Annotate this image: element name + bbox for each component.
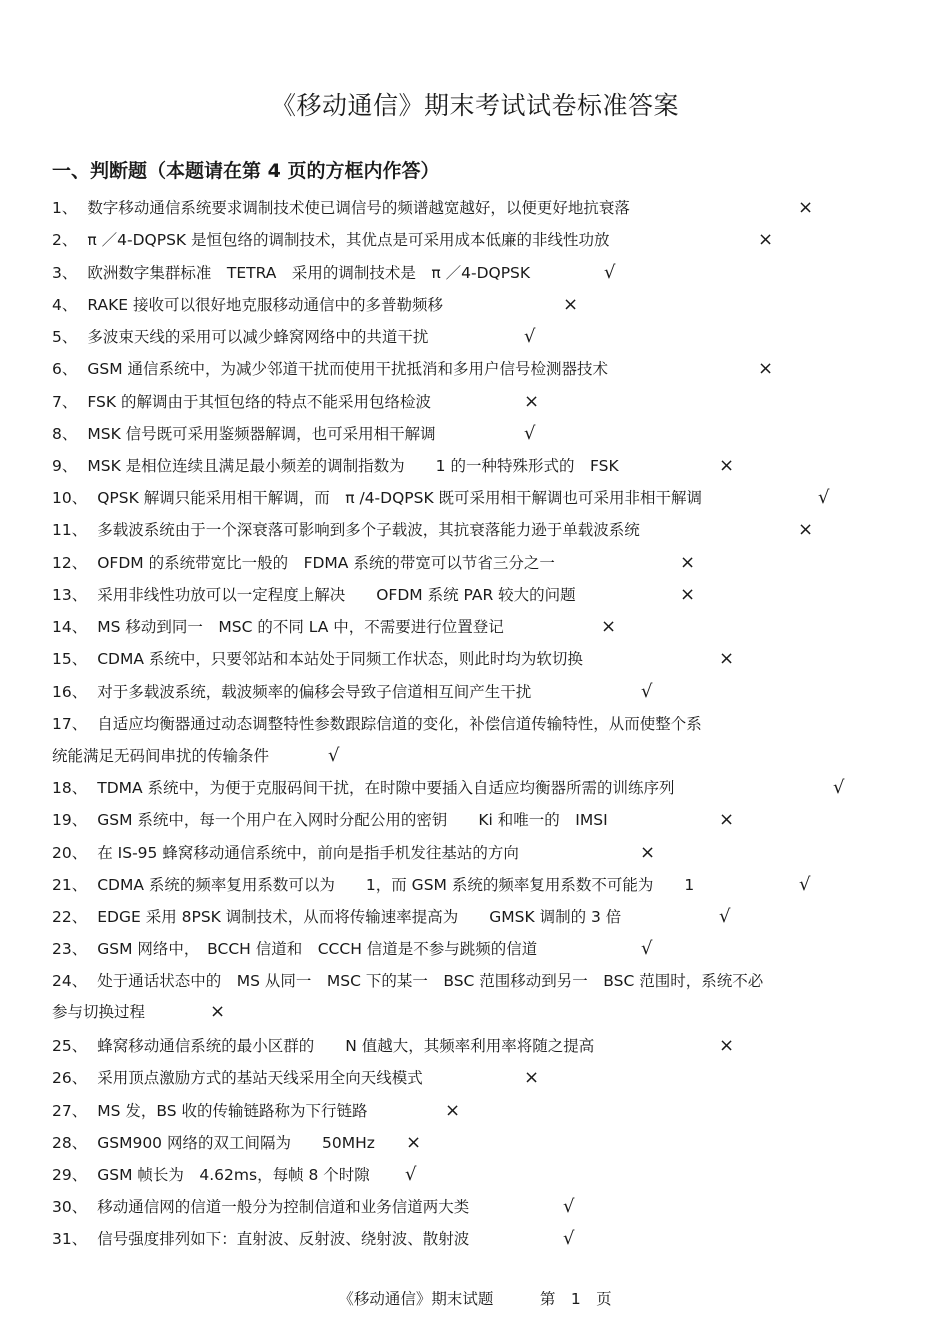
question-text: FSK 的解调由于其恒包络的特点不能采用包络检波 (87, 393, 431, 411)
question-number: 15、 (52, 650, 88, 668)
answer-true-mark: √ (641, 938, 653, 959)
question-number: 5、 (52, 328, 78, 346)
question-number: 6、 (52, 360, 78, 378)
answer-false-mark: × (680, 552, 696, 573)
question-text: QPSK 解调只能采用相干解调，而 π /4-DQPSK 既可采用相干解调也可采用非相干解调 (97, 489, 703, 507)
question-text: OFDM 的系统带宽比一般的 FDMA 系统的带宽可以节省三分之一 (97, 554, 555, 572)
question-item (52, 874, 694, 896)
question-number: 26、 (52, 1069, 88, 1087)
question-number: 24、 (52, 972, 88, 990)
question-number: 21、 (52, 876, 88, 894)
question-item (52, 391, 431, 413)
answer-false-mark: × (524, 391, 540, 412)
question-number: 22、 (52, 908, 88, 926)
question-item (52, 648, 583, 670)
question-item (52, 584, 576, 606)
question-item (52, 1100, 368, 1122)
answer-false-mark: × (601, 616, 617, 637)
question-text: 处于通话状态中的 MS 从同一 MSC 下的某一 BSC 范围移动到另一 BSC 范围时，系统不必 (97, 972, 764, 990)
question-text: GSM 帧长为 4.62ms，每帧 8 个时隙 (97, 1166, 370, 1184)
question-item (52, 1067, 423, 1089)
question-item (52, 326, 428, 348)
answer-false-mark: × (563, 294, 579, 315)
answer-true-mark: √ (524, 326, 536, 347)
question-text: MS 移动到同一 MSC 的不同 LA 中，不需要进行位置登记 (97, 618, 504, 636)
question-number: 18、 (52, 779, 88, 797)
answer-true-mark: √ (818, 487, 830, 508)
question-item (52, 1164, 370, 1186)
question-item (52, 552, 555, 574)
question-item (52, 842, 519, 864)
question-text: EDGE 采用 8PSK 调制技术，从而将传输速率提高为 GMSK 调制的 3 倍 (97, 908, 622, 926)
question-item (52, 519, 640, 541)
question-text: MSK 信号既可采用鉴频器解调，也可采用相干解调 (87, 425, 436, 443)
question-text: TDMA 系统中，为便于克服码间干扰，在时隙中要插入自适应均衡器所需的训练序列 (97, 779, 675, 797)
question-number: 17、 (52, 715, 88, 733)
question-text: 多波束天线的采用可以减少蜂窝网络中的共道干扰 (87, 328, 429, 346)
question-item (52, 262, 530, 284)
question-item (52, 358, 608, 380)
question-item (52, 681, 531, 703)
answer-false-mark: × (719, 455, 735, 476)
question-number: 20、 (52, 844, 88, 862)
question-item (52, 423, 436, 445)
page-footer: 《移动通信》期末试题 第 1 页 (338, 1290, 612, 1308)
answer-true-mark: √ (328, 745, 340, 766)
question-text: 采用非线性功放可以一定程度上解决 OFDM 系统 PAR 较大的问题 (97, 586, 576, 604)
question-text: 移动通信网的信道一般分为控制信道和业务信道两大类 (97, 1198, 470, 1216)
question-item (52, 616, 504, 638)
question-item (52, 938, 537, 960)
answer-false-mark: × (445, 1100, 461, 1121)
question-number: 3、 (52, 264, 78, 282)
answer-false-mark: × (524, 1067, 540, 1088)
answer-true-mark: √ (833, 777, 845, 798)
question-item (52, 455, 619, 477)
question-text-continued: 统能满足无码间串扰的传输条件 (52, 747, 270, 765)
answer-true-mark: √ (563, 1228, 575, 1249)
question-text: CDMA 系统中，只要邻站和本站处于同频工作状态，则此时均为软切换 (97, 650, 583, 668)
answer-false-mark: × (758, 229, 774, 250)
question-number: 4、 (52, 296, 78, 314)
question-text: GSM 系统中，每一个用户在入网时分配公用的密钥 Ki 和唯一的 IMSI (97, 811, 608, 829)
page-title: 《移动通信》期末考试试卷标准答案 (270, 91, 679, 120)
question-number: 25、 (52, 1037, 88, 1055)
question-number: 11、 (52, 521, 88, 539)
question-item (52, 777, 675, 799)
question-text: π ／4-DQPSK 是恒包络的调制技术，其优点是可采用成本低廉的非线性功放 (87, 231, 610, 249)
answer-true-mark: √ (799, 874, 811, 895)
question-text-continued: 参与切换过程 (52, 1003, 146, 1021)
answer-false-mark: × (798, 519, 814, 540)
question-text: RAKE 接收可以很好地克服移动通信中的多普勒频移 (87, 296, 444, 314)
question-text: 多载波系统由于一个深衰落可影响到多个子载波，其抗衰落能力逊于单载波系统 (97, 521, 640, 539)
answer-false-mark: × (719, 648, 735, 669)
question-text: 采用顶点激励方式的基站天线采用全向天线模式 (97, 1069, 423, 1087)
answer-false-mark: × (798, 197, 814, 218)
question-number: 10、 (52, 489, 88, 507)
question-number: 2、 (52, 231, 78, 249)
question-text: 对于多载波系统，载波频率的偏移会导致子信道相互间产生干扰 (97, 683, 532, 701)
question-item (52, 970, 763, 992)
answer-true-mark: √ (563, 1196, 575, 1217)
question-item (52, 1132, 375, 1154)
answer-true-mark: √ (524, 423, 536, 444)
question-text: 在 IS-95 蜂窝移动通信系统中，前向是指手机发往基站的方向 (97, 844, 519, 862)
question-text: MS 发，BS 收的传输链路称为下行链路 (97, 1102, 368, 1120)
question-text: MSK 是相位连续且满足最小频差的调制指数为 1 的一种特殊形式的 FSK (87, 457, 619, 475)
question-item (52, 294, 443, 316)
answer-false-mark: × (719, 809, 735, 830)
question-text: 信号强度排列如下：直射波、反射波、绕射波、散射波 (97, 1230, 470, 1248)
answer-false-mark: × (758, 358, 774, 379)
answer-false-mark: × (719, 1035, 735, 1056)
question-item (52, 1035, 594, 1057)
question-text: 欧洲数字集群标准 TETRA 采用的调制技术是 π ／4-DQPSK (87, 264, 531, 282)
question-text: 数字移动通信系统要求调制技术使已调信号的频谱越宽越好，以便更好地抗衰落 (87, 199, 630, 217)
question-number: 13、 (52, 586, 88, 604)
question-text: 自适应均衡器通过动态调整特性参数跟踪信道的变化，补偿信道传输特性，从而使整个系 (97, 715, 702, 733)
question-number: 31、 (52, 1230, 88, 1248)
question-item (52, 809, 608, 831)
question-text: GSM900 网络的双工间隔为 50MHz (97, 1134, 375, 1152)
question-number: 14、 (52, 618, 88, 636)
question-text: GSM 网络中， BCCH 信道和 CCCH 信道是不参与跳频的信道 (97, 940, 538, 958)
answer-false-mark: × (640, 842, 656, 863)
answer-false-mark: × (680, 584, 696, 605)
question-number: 29、 (52, 1166, 88, 1184)
question-text: GSM 通信系统中，为减少邻道干扰而使用干扰抵消和多用户信号检测器技术 (87, 360, 609, 378)
question-number: 27、 (52, 1102, 88, 1120)
answer-false-mark: × (210, 1001, 226, 1022)
question-number: 9、 (52, 457, 78, 475)
question-number: 30、 (52, 1198, 88, 1216)
answer-true-mark: √ (405, 1164, 417, 1185)
section-heading: 一、判断题（本题请在第 4 页的方框内作答） (52, 160, 440, 182)
question-item (52, 713, 702, 735)
question-number: 19、 (52, 811, 88, 829)
question-number: 16、 (52, 683, 88, 701)
question-number: 1、 (52, 199, 78, 217)
question-item (52, 906, 621, 928)
question-number: 23、 (52, 940, 88, 958)
answer-false-mark: × (406, 1132, 422, 1153)
question-number: 12、 (52, 554, 88, 572)
question-item (52, 229, 610, 251)
answer-true-mark: √ (604, 262, 616, 283)
question-item (52, 1228, 469, 1250)
question-text: 蜂窝移动通信系统的最小区群的 N 值越大，其频率利用率将随之提高 (97, 1037, 595, 1055)
question-item (52, 197, 630, 219)
question-number: 8、 (52, 425, 78, 443)
question-item (52, 487, 702, 509)
question-text: CDMA 系统的频率复用系数可以为 1，而 GSM 系统的频率复用系数不可能为 1 (97, 876, 695, 894)
question-item (52, 1196, 469, 1218)
answer-true-mark: √ (719, 906, 731, 927)
answer-true-mark: √ (641, 681, 653, 702)
question-number: 28、 (52, 1134, 88, 1152)
question-number: 7、 (52, 393, 78, 411)
